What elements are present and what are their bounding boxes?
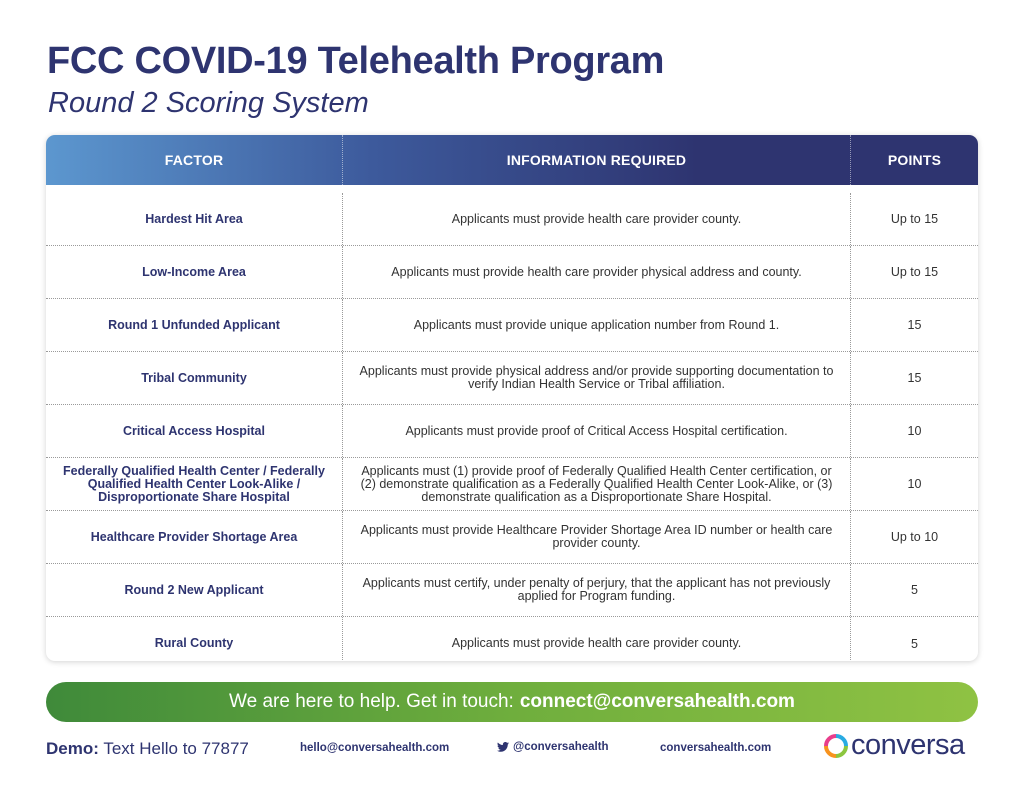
column-header-information: INFORMATION REQUIRED bbox=[343, 135, 851, 185]
factor-cell: Critical Access Hospital bbox=[46, 405, 343, 457]
page-subtitle: Round 2 Scoring System bbox=[48, 87, 369, 119]
factor-cell: Tribal Community bbox=[46, 352, 343, 404]
footer-twitter-link[interactable] bbox=[497, 741, 609, 753]
info-cell: Applicants must provide health care provider county. bbox=[343, 617, 851, 661]
factor-cell: Federally Qualified Health Center / Federally Qualified Health Center Look-Alike / Disproportionate Share Hospital bbox=[46, 458, 343, 510]
contact-banner bbox=[46, 682, 978, 722]
table-row bbox=[46, 617, 978, 661]
info-cell: Applicants must provide Healthcare Provider Shortage Area ID number or health care provider county. bbox=[343, 511, 851, 563]
page-title: FCC COVID-19 Telehealth Program bbox=[47, 40, 665, 82]
table-row bbox=[46, 193, 978, 246]
scoring-table bbox=[46, 135, 978, 661]
points-cell: Up to 10 bbox=[890, 530, 939, 544]
column-header-points: POINTS bbox=[887, 152, 942, 168]
factor-cell: Round 1 Unfunded Applicant bbox=[46, 299, 343, 351]
logo-wordmark: conversa bbox=[851, 729, 965, 761]
points-cell: 15 bbox=[907, 318, 922, 332]
table-body bbox=[46, 193, 978, 661]
demo-instructions: Text Hello to 77877 bbox=[103, 739, 249, 758]
table-row bbox=[46, 564, 978, 617]
points-cell: Up to 15 bbox=[890, 212, 939, 226]
table-row bbox=[46, 352, 978, 405]
points-cell: 10 bbox=[907, 424, 922, 438]
column-header-factor: FACTOR bbox=[46, 135, 343, 185]
table-row bbox=[46, 299, 978, 352]
table-row bbox=[46, 246, 978, 299]
footer-website-link[interactable]: conversahealth.com bbox=[660, 742, 772, 754]
demo-label: Demo: bbox=[46, 739, 99, 758]
factor-cell: Round 2 New Applicant bbox=[46, 564, 343, 616]
points-cell: 5 bbox=[911, 636, 918, 651]
factor-cell: Rural County bbox=[46, 617, 343, 661]
info-cell: Applicants must provide health care provider physical address and county. bbox=[343, 246, 851, 298]
info-cell: Applicants must provide health care provider county. bbox=[343, 193, 851, 245]
table-row bbox=[46, 511, 978, 564]
info-cell: Applicants must provide unique application number from Round 1. bbox=[343, 299, 851, 351]
points-cell: 10 bbox=[907, 477, 922, 491]
factor-cell: Low-Income Area bbox=[46, 246, 343, 298]
points-cell: 15 bbox=[907, 371, 922, 385]
demo-text bbox=[46, 739, 249, 759]
factor-cell: Healthcare Provider Shortage Area bbox=[46, 511, 343, 563]
info-cell: Applicants must provide proof of Critical Access Hospital certification. bbox=[343, 405, 851, 457]
twitter-icon bbox=[497, 742, 509, 752]
conversa-logo bbox=[824, 729, 965, 762]
banner-email-link[interactable]: connect@conversahealth.com bbox=[519, 691, 795, 712]
conversa-logo-icon bbox=[824, 734, 848, 758]
info-cell: Applicants must (1) provide proof of Federally Qualified Health Center certification, or (2) demonstrate qualification as a Federally Qualified Health Center Look-Alike, or (3) demonstrate qualification as a Disproportionate Share Hospital. bbox=[343, 458, 851, 510]
table-header bbox=[46, 135, 978, 185]
banner-lead-text: We are here to help. Get in touch: bbox=[229, 691, 514, 712]
factor-cell: Hardest Hit Area bbox=[46, 193, 343, 245]
twitter-handle: @conversahealth bbox=[513, 741, 609, 753]
table-row bbox=[46, 458, 978, 511]
points-cell: 5 bbox=[911, 583, 918, 597]
points-cell: Up to 15 bbox=[890, 265, 939, 279]
table-row bbox=[46, 405, 978, 458]
info-cell: Applicants must certify, under penalty of perjury, that the applicant has not previously applied for Program funding. bbox=[343, 564, 851, 616]
footer-email-link[interactable]: hello@conversahealth.com bbox=[300, 742, 450, 754]
info-cell: Applicants must provide physical address and/or provide supporting documentation to verify Indian Health Service or Tribal affiliation. bbox=[343, 352, 851, 404]
